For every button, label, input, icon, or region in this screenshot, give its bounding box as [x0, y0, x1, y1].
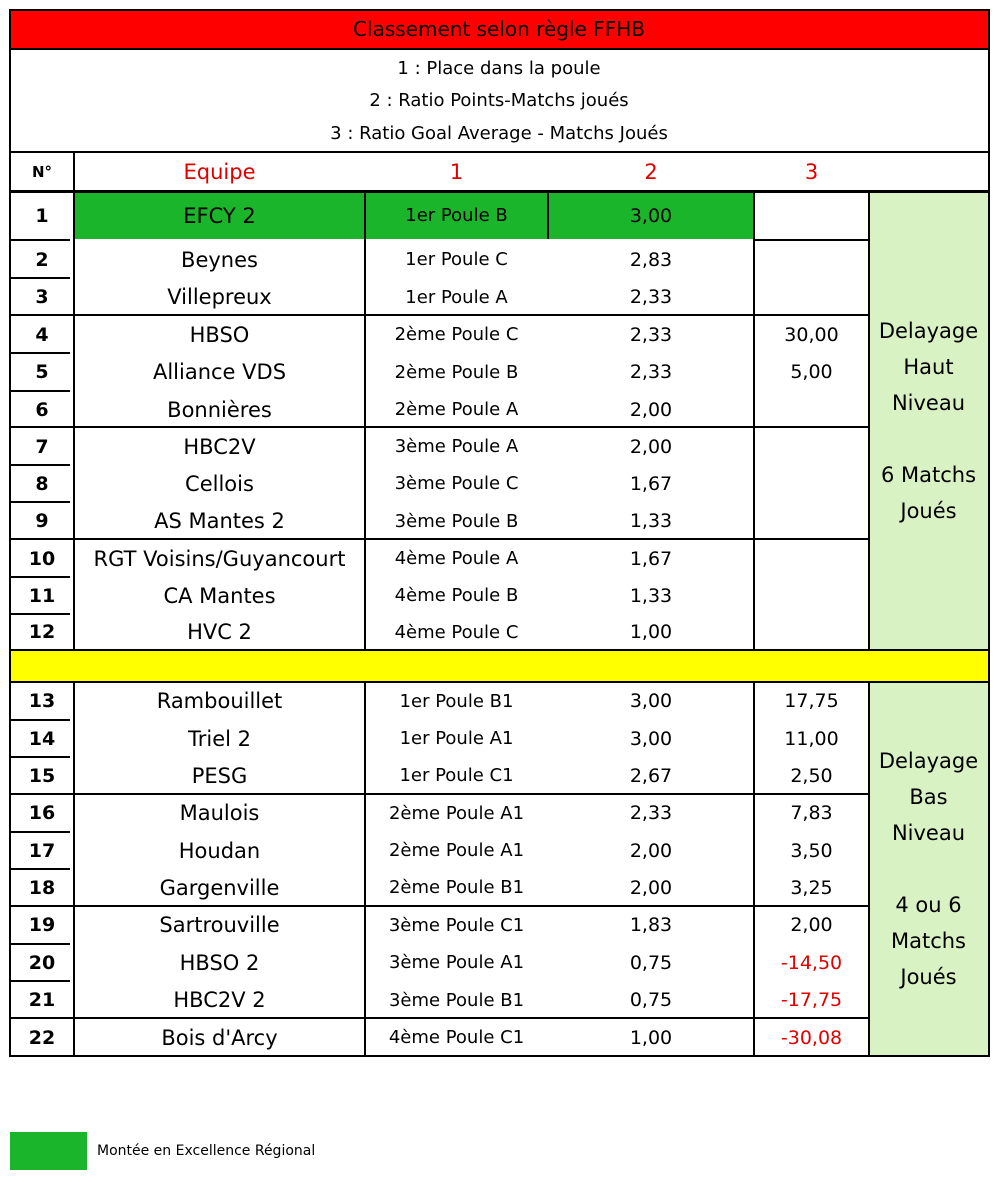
- team-name: Bois d'Arcy: [161, 1025, 278, 1050]
- note-haut: Delayage Haut Niveau 6 Matchs Joués: [878, 319, 979, 523]
- rank-number: 22: [28, 1026, 56, 1049]
- pool-place: 3ème Poule B: [394, 510, 519, 532]
- goal-ratio: 3,25: [790, 876, 833, 899]
- grid-line: [753, 682, 755, 1056]
- promotion-legend-label: Montée en Excellence Régional: [97, 1143, 316, 1159]
- rank-number: 4: [35, 323, 49, 346]
- team-name: PESG: [191, 763, 248, 788]
- points-ratio: 3,00: [629, 690, 673, 712]
- rank-number: 21: [28, 989, 56, 1011]
- grid-line: [10, 151, 988, 153]
- team-name: CA Mantes: [163, 583, 276, 608]
- header-col1: 1: [449, 160, 464, 184]
- pool-place: 2ème Poule A: [394, 399, 519, 420]
- team-name: Beynes: [181, 247, 258, 272]
- header-col2: 2: [644, 160, 658, 184]
- goal-ratio: [754, 391, 869, 428]
- rank-number: 16: [28, 802, 56, 824]
- points-ratio: 2,00: [629, 435, 673, 458]
- pool-place: 2ème Poule A1: [388, 840, 525, 861]
- grid-line: [10, 538, 869, 540]
- grid-line: [10, 905, 869, 907]
- pool-place: 3ème Poule B1: [388, 989, 525, 1011]
- goal-ratio: [754, 540, 869, 577]
- rank-number: 2: [35, 248, 49, 271]
- rank-number: 19: [28, 914, 56, 936]
- header-team: Equipe: [183, 160, 256, 184]
- rank-number: 15: [28, 764, 56, 787]
- points-ratio: 2,83: [629, 248, 673, 271]
- points-ratio: 1,67: [629, 472, 673, 495]
- rank-number: 6: [35, 398, 49, 421]
- grid-line: [10, 352, 70, 354]
- grid-line: [10, 9, 989, 11]
- grid-line: [10, 868, 70, 870]
- points-ratio: 2,67: [629, 764, 673, 787]
- goal-ratio: [754, 614, 869, 650]
- points-ratio: 2,00: [629, 398, 673, 421]
- pool-place: 4ème Poule C1: [388, 1027, 525, 1048]
- points-ratio: 3,00: [629, 727, 673, 750]
- team-name: AS Mantes 2: [154, 509, 285, 533]
- rank-number: 3: [35, 286, 49, 308]
- team-name: RGT Voisins/Guyancourt: [93, 546, 346, 571]
- grid-line: [10, 1055, 989, 1057]
- rank-number: 5: [35, 361, 49, 383]
- grid-line: [10, 1017, 869, 1019]
- team-name: Houdan: [178, 838, 261, 863]
- rank-number: 17: [28, 839, 56, 862]
- grid-line: [10, 239, 70, 241]
- team-name: Cellois: [185, 471, 254, 496]
- grid-line: [868, 190, 870, 649]
- goal-ratio: [754, 465, 869, 502]
- pool-place: 1er Poule B1: [399, 690, 514, 712]
- pool-place: 2ème Poule C: [394, 324, 519, 345]
- goal-ratio: 3,50: [790, 839, 833, 862]
- points-ratio: 2,33: [629, 802, 673, 824]
- promotion-swatch: [10, 1132, 87, 1170]
- page-title: Classement selon règle FFHB: [10, 10, 988, 48]
- grid-line: [868, 682, 870, 1056]
- grid-line: [10, 756, 70, 758]
- pool-place: 3ème Poule A1: [388, 952, 525, 973]
- pool-place: 3ème Poule A: [394, 436, 519, 457]
- points-ratio: 2,33: [629, 361, 673, 383]
- pool-place: 1er Poule C1: [399, 765, 514, 786]
- rank-number: 7: [35, 435, 49, 458]
- grid-line: [10, 390, 70, 392]
- goal-ratio: -17,75: [780, 989, 843, 1011]
- goal-ratio: 2,00: [790, 914, 833, 936]
- points-ratio: 1,00: [629, 1026, 673, 1049]
- pool-place: 3ème Poule C1: [388, 914, 525, 936]
- points-ratio: 2,33: [629, 323, 673, 346]
- grid-line: [73, 152, 75, 649]
- team-name: Alliance VDS: [152, 360, 287, 384]
- team-name: Rambouillet: [156, 689, 283, 713]
- grid-line: [10, 943, 70, 945]
- goal-ratio: 17,75: [784, 690, 839, 712]
- points-ratio: 0,75: [629, 989, 673, 1011]
- separator-band: [10, 650, 988, 682]
- rank-number: 10: [28, 547, 56, 570]
- rank-number: 18: [28, 876, 56, 899]
- goal-ratio: 7,83: [790, 802, 833, 824]
- grid-line: [10, 980, 70, 982]
- header-number: N°: [31, 163, 53, 181]
- pool-place: 1er Poule A: [405, 286, 508, 308]
- rank-number: 11: [28, 584, 56, 607]
- team-name: Gargenville: [159, 875, 280, 900]
- legend-line-2: 2 : Ratio Points-Matchs joués: [369, 89, 629, 111]
- team-name: Triel 2: [188, 726, 251, 751]
- points-ratio: 3,00: [629, 204, 673, 227]
- rank-number: 13: [28, 690, 56, 712]
- pool-place: 1er Poule A1: [399, 728, 514, 749]
- points-ratio: 1,83: [629, 914, 673, 936]
- team-name: HBC2V: [183, 434, 256, 459]
- pool-place: 2ème Poule B1: [388, 877, 525, 898]
- header-col3: 3: [804, 160, 819, 184]
- grid-line: [10, 314, 869, 316]
- pool-place: 2ème Poule A1: [388, 802, 525, 824]
- team-name: Villepreux: [167, 285, 272, 309]
- grid-line: [364, 192, 366, 649]
- team-name: Sartrouville: [159, 913, 280, 937]
- grid-line: [754, 239, 869, 241]
- grid-line: [10, 277, 70, 279]
- grid-line: [10, 719, 70, 721]
- rank-number: 1: [35, 204, 49, 227]
- grid-line: [9, 9, 11, 1057]
- goal-ratio: [754, 278, 869, 316]
- goal-ratio: [754, 577, 869, 614]
- rank-number: 9: [35, 510, 49, 532]
- pool-place: 1er Poule C: [405, 249, 508, 270]
- goal-ratio: [754, 428, 869, 465]
- grid-line: [753, 192, 755, 649]
- legend-line-1: 1 : Place dans la poule: [397, 57, 601, 79]
- team-name: Maulois: [179, 801, 260, 825]
- points-ratio: 1,33: [629, 584, 673, 607]
- points-ratio: 2,00: [629, 876, 673, 899]
- note-bas: Delayage Bas Niveau 4 ou 6 Matchs Joués: [878, 749, 979, 989]
- team-name: HBSO 2: [179, 950, 260, 975]
- team-name: HBC2V 2: [173, 988, 266, 1012]
- pool-place: 1er Poule B: [405, 205, 508, 226]
- grid-line: [364, 682, 366, 1056]
- pool-place: 2ème Poule B: [394, 361, 519, 383]
- rank-number: 14: [28, 727, 56, 750]
- goal-ratio: 11,00: [784, 727, 839, 750]
- grid-line: [10, 793, 869, 795]
- rank-number: 8: [35, 472, 49, 495]
- points-ratio: 1,67: [629, 547, 673, 570]
- grid-line: [10, 190, 988, 193]
- grid-line: [10, 831, 70, 833]
- team-name: EFCY 2: [183, 203, 256, 228]
- grid-line: [73, 682, 75, 1056]
- points-ratio: 2,33: [629, 286, 673, 308]
- team-name: Bonnières: [167, 397, 272, 422]
- points-ratio: 2,00: [629, 839, 673, 862]
- pool-place: 4ème Poule B: [394, 585, 519, 606]
- rank-number: 12: [28, 621, 56, 643]
- points-ratio: 1,00: [629, 621, 673, 643]
- goal-ratio: 30,00: [784, 323, 839, 346]
- pool-place: 4ème Poule C: [394, 621, 519, 643]
- goal-ratio: 5,00: [790, 361, 833, 383]
- goal-ratio: [754, 192, 869, 239]
- grid-line: [10, 48, 988, 50]
- grid-line: [547, 192, 549, 239]
- rank-number: 20: [28, 951, 56, 974]
- grid-line: [10, 426, 869, 428]
- grid-line: [10, 464, 70, 466]
- goal-ratio: -30,08: [780, 1026, 843, 1049]
- points-ratio: 1,33: [629, 510, 673, 532]
- grid-line: [10, 501, 70, 503]
- goal-ratio: [754, 241, 869, 278]
- pool-place: 3ème Poule C: [394, 473, 519, 494]
- points-ratio: 0,75: [629, 951, 673, 974]
- grid-line: [988, 9, 990, 1057]
- legend-line-3: 3 : Ratio Goal Average - Matchs Joués: [330, 122, 668, 144]
- grid-line: [10, 613, 70, 615]
- team-name: HBSO: [189, 322, 250, 347]
- grid-line: [10, 576, 70, 578]
- grid-line: [10, 681, 988, 683]
- goal-ratio: 2,50: [790, 764, 833, 787]
- goal-ratio: [754, 502, 869, 540]
- goal-ratio: -14,50: [780, 951, 843, 974]
- grid-line: [10, 649, 988, 651]
- team-name: HVC 2: [187, 620, 252, 644]
- pool-place: 4ème Poule A: [394, 548, 519, 569]
